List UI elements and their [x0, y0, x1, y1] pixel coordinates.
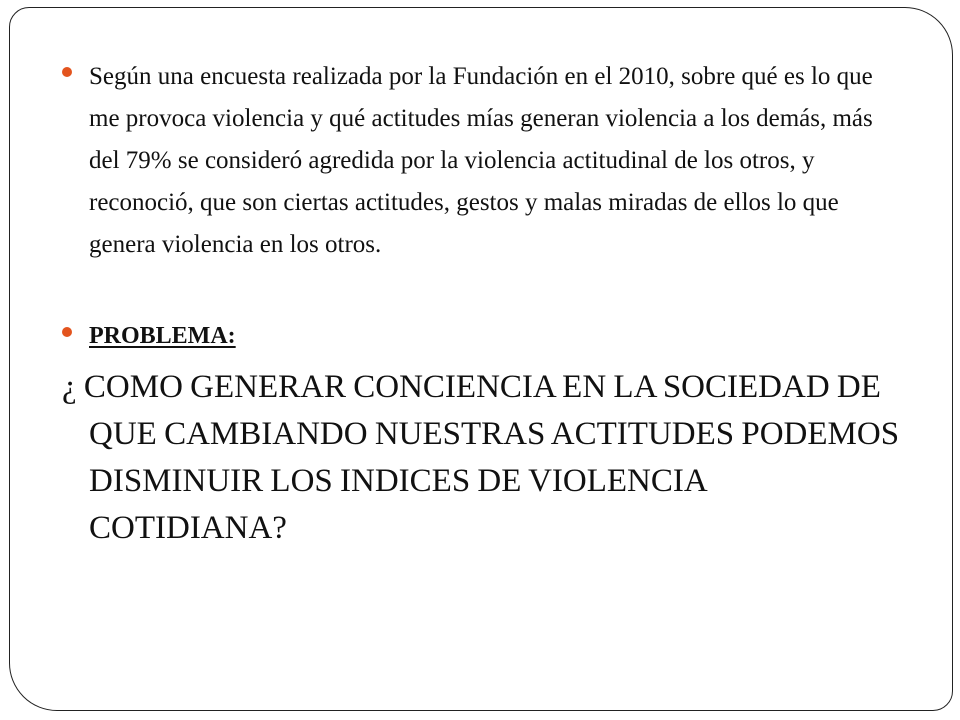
bullet-dot-icon	[62, 67, 72, 77]
problem-heading: PROBLEMA:	[89, 323, 236, 349]
survey-paragraph: Según una encuesta realizada por la Fundación en el 2010, sobre qué es lo que me provoca violencia y qué actitudes mías generan violencia a los demás, más del 79% se consideró agredida por la violencia actitudinal de los otros, y reconoció, que son ciertas actitudes, gestos y malas miradas de ellos lo que genera violencia en los otros.	[89, 63, 873, 258]
bullet-dot-icon	[62, 327, 72, 337]
problem-question: ¿ COMO GENERAR CONCIENCIA EN LA SOCIEDAD DE QUE CAMBIANDO NUESTRAS ACTITUDES PODEMOS DISMINUIR LOS INDICES DE VIOLENCIA COTIDIANA?	[62, 369, 900, 546]
